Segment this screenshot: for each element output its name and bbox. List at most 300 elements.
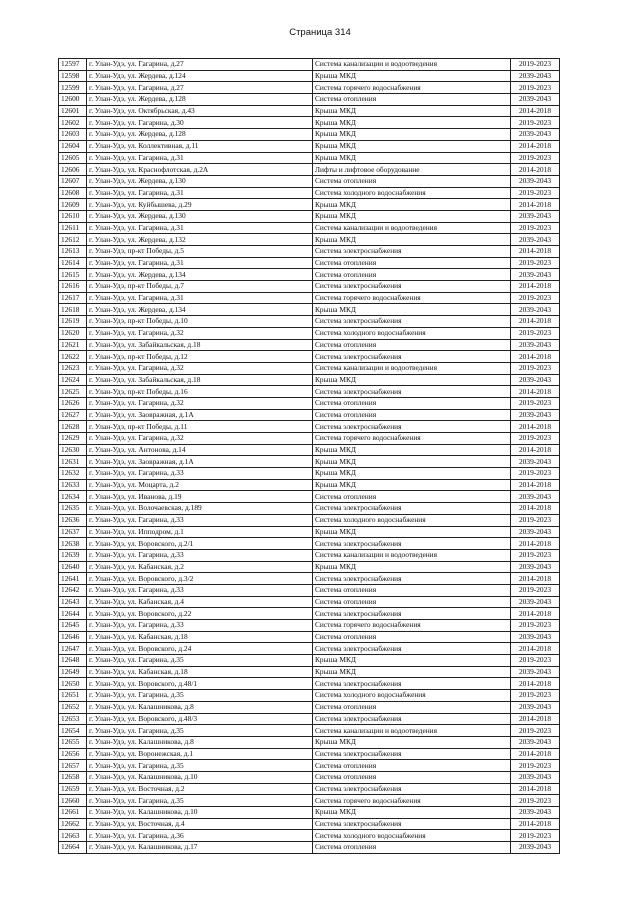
address-cell: г. Улан-Удэ, ул. Октябрьская, д.43: [87, 105, 313, 117]
system-cell: Система холодного водоснабжения: [313, 690, 511, 702]
address-cell: г. Улан-Удэ, ул. Жердева, д.132: [87, 234, 313, 246]
system-cell: Система электроснабжения: [313, 643, 511, 655]
address-cell: г. Улан-Удэ, ул. Забайкальская, д.18: [87, 374, 313, 386]
row-number-cell: 12607: [59, 175, 87, 187]
table-row: [59, 246, 560, 258]
address-cell: г. Улан-Удэ, ул. Гагарина, д.32: [87, 327, 313, 339]
period-cell: 2019-2023: [511, 830, 560, 842]
address-cell: г. Улан-Удэ, ул. Гагарина, д.31: [87, 152, 313, 164]
address-cell: г. Улан-Удэ, ул. Кабанская, д.2: [87, 561, 313, 573]
period-cell: 2019-2023: [511, 584, 560, 596]
system-cell: Система электроснабжения: [313, 351, 511, 363]
address-cell: г. Улан-Удэ, ул. Заовражная, д.1А: [87, 409, 313, 421]
row-number-cell: 12655: [59, 736, 87, 748]
table-row: [59, 210, 560, 222]
table-row: [59, 316, 560, 328]
period-cell: 2014-2018: [511, 503, 560, 515]
table-row: [59, 807, 560, 819]
system-cell: Система отопления: [313, 94, 511, 106]
address-cell: г. Улан-Удэ, ул. Жердева, д.128: [87, 94, 313, 106]
system-cell: Система горячего водоснабжения: [313, 82, 511, 94]
row-number-cell: 12617: [59, 292, 87, 304]
period-cell: 2019-2023: [511, 468, 560, 480]
row-number-cell: 12603: [59, 129, 87, 141]
address-cell: г. Улан-Удэ, ул. Восточная, д.2: [87, 783, 313, 795]
row-number-cell: 12620: [59, 327, 87, 339]
period-cell: 2039-2043: [511, 94, 560, 106]
table-row: [59, 70, 560, 82]
table-row: [59, 830, 560, 842]
period-cell: 2019-2023: [511, 152, 560, 164]
address-cell: г. Улан-Удэ, ул. Гагарина, д.31: [87, 257, 313, 269]
period-cell: 2019-2023: [511, 117, 560, 129]
table-row: [59, 783, 560, 795]
row-number-cell: 12639: [59, 549, 87, 561]
table-row: [59, 503, 560, 515]
period-cell: 2039-2043: [511, 526, 560, 538]
period-cell: 2014-2018: [511, 444, 560, 456]
address-cell: г. Улан-Удэ, ул. Гагарина, д.27: [87, 82, 313, 94]
table-row: [59, 678, 560, 690]
system-cell: Крыша МКД: [313, 117, 511, 129]
address-cell: г. Улан-Удэ, пр-кт Победы, д.5: [87, 246, 313, 258]
table-row: [59, 608, 560, 620]
table-row: [59, 397, 560, 409]
address-cell: г. Улан-Удэ, ул. Гагарина, д.31: [87, 187, 313, 199]
system-cell: Система горячего водоснабжения: [313, 292, 511, 304]
row-number-cell: 12660: [59, 795, 87, 807]
table-row: [59, 339, 560, 351]
system-cell: Система отопления: [313, 842, 511, 854]
row-number-cell: 12640: [59, 561, 87, 573]
period-cell: 2019-2023: [511, 725, 560, 737]
system-cell: Система электроснабжения: [313, 608, 511, 620]
row-number-cell: 12633: [59, 479, 87, 491]
system-cell: Система холодного водоснабжения: [313, 187, 511, 199]
row-number-cell: 12645: [59, 620, 87, 632]
row-number-cell: 12653: [59, 713, 87, 725]
system-cell: Система электроснабжения: [313, 678, 511, 690]
period-cell: 2039-2043: [511, 561, 560, 573]
system-cell: Система канализации и водоотведения: [313, 549, 511, 561]
table-row: [59, 292, 560, 304]
system-cell: Крыша МКД: [313, 444, 511, 456]
address-cell: г. Улан-Удэ, ул. Гагарина, д.35: [87, 760, 313, 772]
row-number-cell: 12642: [59, 584, 87, 596]
table-row: [59, 386, 560, 398]
system-cell: Система отопления: [313, 339, 511, 351]
period-cell: 2039-2043: [511, 666, 560, 678]
system-cell: Система холодного водоснабжения: [313, 327, 511, 339]
table-row: [59, 94, 560, 106]
address-cell: г. Улан-Удэ, ул. Воронежская, д.1: [87, 748, 313, 760]
address-cell: г. Улан-Удэ, ул. Гагарина, д.32: [87, 362, 313, 374]
row-number-cell: 12609: [59, 199, 87, 211]
row-number-cell: 12614: [59, 257, 87, 269]
table-row: [59, 175, 560, 187]
period-cell: 2014-2018: [511, 105, 560, 117]
period-cell: 2019-2023: [511, 549, 560, 561]
row-number-cell: 12662: [59, 818, 87, 830]
address-cell: г. Улан-Удэ, ул. Кабанская, д.18: [87, 666, 313, 678]
address-cell: г. Улан-Удэ, ул. Воровского, д.48/3: [87, 713, 313, 725]
address-cell: г. Улан-Удэ, ул. Гагарина, д.31: [87, 222, 313, 234]
period-cell: 2039-2043: [511, 234, 560, 246]
address-cell: г. Улан-Удэ, ул. Гагарина, д.35: [87, 690, 313, 702]
repair-schedule-table: [58, 58, 560, 854]
period-cell: 2019-2023: [511, 397, 560, 409]
address-cell: г. Улан-Удэ, пр-кт Победы, д.12: [87, 351, 313, 363]
system-cell: Система отопления: [313, 631, 511, 643]
address-cell: г. Улан-Удэ, ул. Жердева, д.130: [87, 210, 313, 222]
table-row: [59, 584, 560, 596]
period-cell: 2039-2043: [511, 210, 560, 222]
period-cell: 2014-2018: [511, 479, 560, 491]
system-cell: Крыша МКД: [313, 468, 511, 480]
period-cell: 2019-2023: [511, 59, 560, 71]
table-row: [59, 421, 560, 433]
table-row: [59, 596, 560, 608]
row-number-cell: 12656: [59, 748, 87, 760]
system-cell: Система горячего водоснабжения: [313, 433, 511, 445]
table-row: [59, 771, 560, 783]
period-cell: 2039-2043: [511, 339, 560, 351]
period-cell: 2019-2023: [511, 760, 560, 772]
period-cell: 2014-2018: [511, 748, 560, 760]
period-cell: 2039-2043: [511, 70, 560, 82]
table-row: [59, 234, 560, 246]
row-number-cell: 12601: [59, 105, 87, 117]
system-cell: Система электроснабжения: [313, 818, 511, 830]
row-number-cell: 12652: [59, 701, 87, 713]
address-cell: г. Улан-Удэ, ул. Гагарина, д.35: [87, 725, 313, 737]
period-cell: 2039-2043: [511, 771, 560, 783]
period-cell: 2039-2043: [511, 631, 560, 643]
system-cell: Система электроснабжения: [313, 281, 511, 293]
period-cell: 2039-2043: [511, 269, 560, 281]
period-cell: 2014-2018: [511, 140, 560, 152]
system-cell: Система электроснабжения: [313, 713, 511, 725]
period-cell: 2019-2023: [511, 433, 560, 445]
table-row: [59, 117, 560, 129]
address-cell: г. Улан-Удэ, ул. Гагарина, д.30: [87, 117, 313, 129]
address-cell: г. Улан-Удэ, ул. Гагарина, д.33: [87, 468, 313, 480]
row-number-cell: 12632: [59, 468, 87, 480]
row-number-cell: 12636: [59, 514, 87, 526]
row-number-cell: 12608: [59, 187, 87, 199]
table-row: [59, 140, 560, 152]
system-cell: Крыша МКД: [313, 304, 511, 316]
period-cell: 2039-2043: [511, 175, 560, 187]
address-cell: г. Улан-Удэ, ул. Восточная, д.4: [87, 818, 313, 830]
period-cell: 2014-2018: [511, 573, 560, 585]
address-cell: г. Улан-Удэ, ул. Забайкальская, д.18: [87, 339, 313, 351]
row-number-cell: 12646: [59, 631, 87, 643]
table-row: [59, 713, 560, 725]
address-cell: г. Улан-Удэ, ул. Кабанская, д.4: [87, 596, 313, 608]
system-cell: Система горячего водоснабжения: [313, 795, 511, 807]
address-cell: г. Улан-Удэ, ул. Моцарта, д.2: [87, 479, 313, 491]
address-cell: г. Улан-Удэ, ул. Куйбышева, д.29: [87, 199, 313, 211]
system-cell: Крыша МКД: [313, 479, 511, 491]
table-row: [59, 620, 560, 632]
row-number-cell: 12619: [59, 316, 87, 328]
system-cell: Система канализации и водоотведения: [313, 362, 511, 374]
table-row: [59, 561, 560, 573]
row-number-cell: 12631: [59, 456, 87, 468]
table-row: [59, 690, 560, 702]
system-cell: Крыша МКД: [313, 70, 511, 82]
address-cell: г. Улан-Удэ, ул. Заовражная, д.1А: [87, 456, 313, 468]
table-row: [59, 269, 560, 281]
system-cell: Крыша МКД: [313, 129, 511, 141]
address-cell: г. Улан-Удэ, ул. Гагарина, д.35: [87, 655, 313, 667]
system-cell: Система отопления: [313, 491, 511, 503]
system-cell: Система холодного водоснабжения: [313, 514, 511, 526]
page-title: Страница 314: [289, 27, 351, 38]
address-cell: г. Улан-Удэ, ул. Антонова, д.14: [87, 444, 313, 456]
row-number-cell: 12658: [59, 771, 87, 783]
row-number-cell: 12613: [59, 246, 87, 258]
period-cell: 2039-2043: [511, 736, 560, 748]
table-row: [59, 760, 560, 772]
system-cell: Крыша МКД: [313, 666, 511, 678]
table-body: [59, 59, 560, 854]
period-cell: 2014-2018: [511, 386, 560, 398]
table-row: [59, 538, 560, 550]
row-number-cell: 12623: [59, 362, 87, 374]
table-row: [59, 152, 560, 164]
period-cell: 2019-2023: [511, 82, 560, 94]
table-row: [59, 725, 560, 737]
table-row: [59, 514, 560, 526]
row-number-cell: 12654: [59, 725, 87, 737]
row-number-cell: 12618: [59, 304, 87, 316]
row-number-cell: 12630: [59, 444, 87, 456]
table-row: [59, 281, 560, 293]
table-row: [59, 257, 560, 269]
system-cell: Система холодного водоснабжения: [313, 830, 511, 842]
period-cell: 2039-2043: [511, 456, 560, 468]
address-cell: г. Улан-Удэ, ул. Гагарина, д.32: [87, 397, 313, 409]
row-number-cell: 12657: [59, 760, 87, 772]
system-cell: Система горячего водоснабжения: [313, 620, 511, 632]
system-cell: Система канализации и водоотведения: [313, 59, 511, 71]
system-cell: Система отопления: [313, 701, 511, 713]
system-cell: Крыша МКД: [313, 526, 511, 538]
address-cell: г. Улан-Удэ, ул. Калашникова, д.10: [87, 807, 313, 819]
period-cell: 2019-2023: [511, 222, 560, 234]
row-number-cell: 12644: [59, 608, 87, 620]
address-cell: г. Улан-Удэ, ул. Кабанская, д.18: [87, 631, 313, 643]
address-cell: г. Улан-Удэ, ул. Жердева, д.134: [87, 269, 313, 281]
table-row: [59, 573, 560, 585]
row-number-cell: 12637: [59, 526, 87, 538]
period-cell: 2014-2018: [511, 246, 560, 258]
row-number-cell: 12628: [59, 421, 87, 433]
row-number-cell: 12612: [59, 234, 87, 246]
address-cell: г. Улан-Удэ, ул. Воровского, д.2/1: [87, 538, 313, 550]
table-row: [59, 795, 560, 807]
table-row: [59, 631, 560, 643]
table-row: [59, 842, 560, 854]
system-cell: Крыша МКД: [313, 456, 511, 468]
row-number-cell: 12650: [59, 678, 87, 690]
table-row: [59, 409, 560, 421]
system-cell: Крыша МКД: [313, 234, 511, 246]
system-cell: Система электроснабжения: [313, 421, 511, 433]
system-cell: Крыша МКД: [313, 152, 511, 164]
system-cell: Система канализации и водоотведения: [313, 725, 511, 737]
address-cell: г. Улан-Удэ, ул. Воровского, д.48/1: [87, 678, 313, 690]
system-cell: Система отопления: [313, 771, 511, 783]
system-cell: Крыша МКД: [313, 655, 511, 667]
system-cell: Крыша МКД: [313, 199, 511, 211]
row-number-cell: 12647: [59, 643, 87, 655]
period-cell: 2039-2043: [511, 807, 560, 819]
address-cell: г. Улан-Удэ, ул. Иванова, д.19: [87, 491, 313, 503]
system-cell: Система отопления: [313, 584, 511, 596]
table-row: [59, 549, 560, 561]
system-cell: Система электроснабжения: [313, 783, 511, 795]
table-row: [59, 444, 560, 456]
row-number-cell: 12610: [59, 210, 87, 222]
row-number-cell: 12621: [59, 339, 87, 351]
row-number-cell: 12605: [59, 152, 87, 164]
period-cell: 2014-2018: [511, 678, 560, 690]
address-cell: г. Улан-Удэ, пр-кт Победы, д.10: [87, 316, 313, 328]
address-cell: г. Улан-Удэ, ул. Жердева, д.124: [87, 70, 313, 82]
table-row: [59, 666, 560, 678]
period-cell: 2014-2018: [511, 281, 560, 293]
row-number-cell: 12604: [59, 140, 87, 152]
row-number-cell: 12651: [59, 690, 87, 702]
table-row: [59, 187, 560, 199]
table-row: [59, 374, 560, 386]
address-cell: г. Улан-Удэ, ул. Калашникова, д.8: [87, 736, 313, 748]
row-number-cell: 12634: [59, 491, 87, 503]
table-row: [59, 327, 560, 339]
period-cell: 2039-2043: [511, 129, 560, 141]
row-number-cell: 12659: [59, 783, 87, 795]
period-cell: 2019-2023: [511, 362, 560, 374]
system-cell: Система электроснабжения: [313, 503, 511, 515]
address-cell: г. Улан-Удэ, ул. Воровского, д.22: [87, 608, 313, 620]
table-row: [59, 164, 560, 176]
row-number-cell: 12664: [59, 842, 87, 854]
row-number-cell: 12627: [59, 409, 87, 421]
address-cell: г. Улан-Удэ, ул. Волочаевская, д.189: [87, 503, 313, 515]
address-cell: г. Улан-Удэ, ул. Гагарина, д.35: [87, 795, 313, 807]
table-row: [59, 701, 560, 713]
system-cell: Система электроснабжения: [313, 748, 511, 760]
period-cell: 2014-2018: [511, 608, 560, 620]
row-number-cell: 12616: [59, 281, 87, 293]
period-cell: 2039-2043: [511, 491, 560, 503]
row-number-cell: 12661: [59, 807, 87, 819]
address-cell: г. Улан-Удэ, ул. Гагарина, д.32: [87, 433, 313, 445]
system-cell: Система электроснабжения: [313, 573, 511, 585]
address-cell: г. Улан-Удэ, ул. Гагарина, д.33: [87, 620, 313, 632]
period-cell: 2014-2018: [511, 643, 560, 655]
address-cell: г. Улан-Удэ, ул. Жердева, д.128: [87, 129, 313, 141]
address-cell: г. Улан-Удэ, ул. Воровского, д.24: [87, 643, 313, 655]
row-number-cell: 12611: [59, 222, 87, 234]
table-row: [59, 491, 560, 503]
system-cell: Крыша МКД: [313, 374, 511, 386]
period-cell: 2019-2023: [511, 327, 560, 339]
row-number-cell: 12599: [59, 82, 87, 94]
row-number-cell: 12600: [59, 94, 87, 106]
table-row: [59, 129, 560, 141]
table-row: [59, 526, 560, 538]
address-cell: г. Улан-Удэ, пр-кт Победы, д.7: [87, 281, 313, 293]
row-number-cell: 12606: [59, 164, 87, 176]
address-cell: г. Улан-Удэ, пр-кт Победы, д.11: [87, 421, 313, 433]
address-cell: г. Улан-Удэ, ул. Гагарина, д.33: [87, 584, 313, 596]
row-number-cell: 12643: [59, 596, 87, 608]
system-cell: Система отопления: [313, 596, 511, 608]
system-cell: Система электроснабжения: [313, 316, 511, 328]
row-number-cell: 12629: [59, 433, 87, 445]
table-row: [59, 59, 560, 71]
period-cell: 2019-2023: [511, 292, 560, 304]
system-cell: Система отопления: [313, 257, 511, 269]
row-number-cell: 12625: [59, 386, 87, 398]
table-row: [59, 643, 560, 655]
table-row: [59, 736, 560, 748]
table-row: [59, 105, 560, 117]
system-cell: Крыша МКД: [313, 807, 511, 819]
table-row: [59, 748, 560, 760]
period-cell: 2014-2018: [511, 199, 560, 211]
table-row: [59, 82, 560, 94]
row-number-cell: 12638: [59, 538, 87, 550]
system-cell: Крыша МКД: [313, 105, 511, 117]
address-cell: г. Улан-Удэ, ул. Калашникова, д.17: [87, 842, 313, 854]
address-cell: г. Улан-Удэ, ул. Жердева, д.134: [87, 304, 313, 316]
system-cell: Крыша МКД: [313, 736, 511, 748]
system-cell: Лифты и лифтовое оборудование: [313, 164, 511, 176]
table-row: [59, 304, 560, 316]
period-cell: 2014-2018: [511, 818, 560, 830]
row-number-cell: 12597: [59, 59, 87, 71]
table-row: [59, 479, 560, 491]
address-cell: г. Улан-Удэ, ул. Гагарина, д.27: [87, 59, 313, 71]
row-number-cell: 12615: [59, 269, 87, 281]
table-row: [59, 351, 560, 363]
system-cell: Система отопления: [313, 397, 511, 409]
system-cell: Система отопления: [313, 175, 511, 187]
table-row: [59, 362, 560, 374]
period-cell: 2014-2018: [511, 538, 560, 550]
address-cell: г. Улан-Удэ, ул. Гагарина, д.33: [87, 549, 313, 561]
address-cell: г. Улан-Удэ, ул. Воровского, д.3/2: [87, 573, 313, 585]
period-cell: 2014-2018: [511, 351, 560, 363]
system-cell: Система канализации и водоотведения: [313, 222, 511, 234]
address-cell: г. Улан-Удэ, ул. Краснофлотская, д.2А: [87, 164, 313, 176]
period-cell: 2039-2043: [511, 409, 560, 421]
system-cell: Система электроснабжения: [313, 246, 511, 258]
period-cell: 2019-2023: [511, 187, 560, 199]
address-cell: г. Улан-Удэ, ул. Жердева, д.130: [87, 175, 313, 187]
row-number-cell: 12624: [59, 374, 87, 386]
system-cell: Крыша МКД: [313, 210, 511, 222]
period-cell: 2039-2043: [511, 374, 560, 386]
table-row: [59, 199, 560, 211]
system-cell: Крыша МКД: [313, 140, 511, 152]
period-cell: 2014-2018: [511, 421, 560, 433]
